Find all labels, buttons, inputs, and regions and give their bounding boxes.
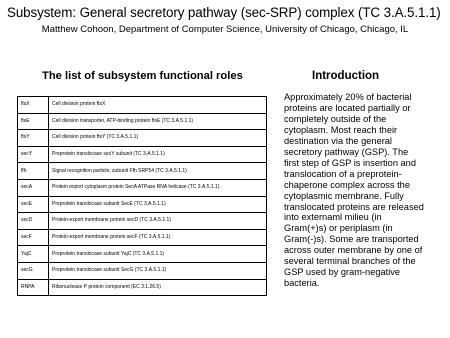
role-code: ftsE: [18, 113, 49, 130]
table-row: [18, 163, 267, 180]
role-code: secE: [18, 196, 49, 213]
functional-roles-table: [17, 96, 267, 296]
table-row: [18, 229, 267, 246]
role-name: Cell division transporter, ATP-binding protein ftsE (TC 3.A.5.1.1): [49, 113, 267, 130]
author-line: Matthew Cohoon, Department of Computer Science, University of Chicago, Chicago, IL: [41, 24, 409, 35]
table-row: [18, 196, 267, 213]
intro-line: translocated proteins are released: [284, 201, 424, 212]
role-name: Protein export cytoplasm protein SecA ATPase RNA helicase (TC 3.A.5.1.1): [49, 179, 267, 196]
intro-line: bacteria.: [284, 278, 320, 289]
table-row: [18, 130, 267, 147]
role-name: Protein-export membrane protein secF (TC 3.A.5.1.1): [49, 229, 267, 246]
table-row: [18, 146, 267, 163]
introduction-body: [284, 92, 449, 289]
table-row: [18, 246, 267, 263]
intro-line: proteins are located partially or: [284, 102, 411, 113]
roles-heading: The list of subsystem functional roles: [42, 70, 243, 82]
table-row: [18, 113, 267, 130]
intro-line: across outer membrane by one of: [284, 245, 423, 256]
table-row: [18, 279, 267, 296]
intro-line: Gram(-)s). Some are transported: [284, 234, 419, 245]
role-code: secG: [18, 262, 49, 279]
role-code: ffh: [18, 163, 49, 180]
role-name: Preprotein translocase subunit SecE (TC 3.A.5.1.1): [49, 196, 267, 213]
role-code: secD: [18, 213, 49, 230]
table-row: [18, 179, 267, 196]
intro-line: destination via the general: [284, 135, 392, 146]
role-name: Preprotein translocase secY subunit (TC 3.A.5.1.1): [49, 146, 267, 163]
intro-line: translocation of a preprotein-: [284, 168, 402, 179]
role-name: Preprotein translocase subunit SecG (TC 3.A.5.1.1): [49, 262, 267, 279]
role-code: secF: [18, 229, 49, 246]
intro-line: GSP used by gram-negative: [284, 267, 401, 278]
intro-line: several terminal branches of the: [284, 256, 416, 267]
intro-line: completely outside of the: [284, 113, 387, 124]
role-code: secA: [18, 179, 49, 196]
introduction-heading: Introduction: [312, 70, 380, 82]
role-code: secY: [18, 146, 49, 163]
table-row: [18, 262, 267, 279]
intro-line: into externaml milieu (in: [284, 212, 382, 223]
role-name: Signal recognition particle, subunit Ffh SRP54 (TC 3.A.5.1.1): [49, 163, 267, 180]
intro-line: chaperone complex across the: [284, 179, 410, 190]
intro-line: cytoplasm. Most reach their: [284, 124, 398, 135]
intro-line: first step of GSP is insertion and: [284, 157, 416, 168]
role-name: Preprotein translocase subunit YajC (TC 3.A.5.1.1): [49, 246, 267, 263]
role-code: RNPA: [18, 279, 49, 296]
role-code: ftsY: [18, 130, 49, 147]
table-row: [18, 213, 267, 230]
role-name: Protein-export membrane protein secD (TC 3.A.5.1.1): [49, 213, 267, 230]
intro-line: Approximately 20% of bacterial: [284, 92, 412, 102]
role-name: Cell division protein ftsY (TC 3.A.5.1.1): [49, 130, 267, 147]
role-code: ftsX: [18, 97, 49, 114]
role-name: Cell division protein ftsX: [49, 97, 267, 114]
intro-line: secretory pathway (GSP). The: [284, 146, 409, 157]
table-row: [18, 97, 267, 114]
role-name: Ribonuclease P protein component (EC 3.1.26.5): [49, 279, 267, 296]
intro-line: Gram(+)s) or periplasm (in: [284, 223, 393, 234]
intro-line: cytoplasmic membrane. Fully: [284, 190, 404, 201]
page-title: Subsystem: General secretory pathway (sec-SRP) complex (TC 3.A.5.1.1): [7, 5, 441, 20]
role-code: YajC: [18, 246, 49, 263]
